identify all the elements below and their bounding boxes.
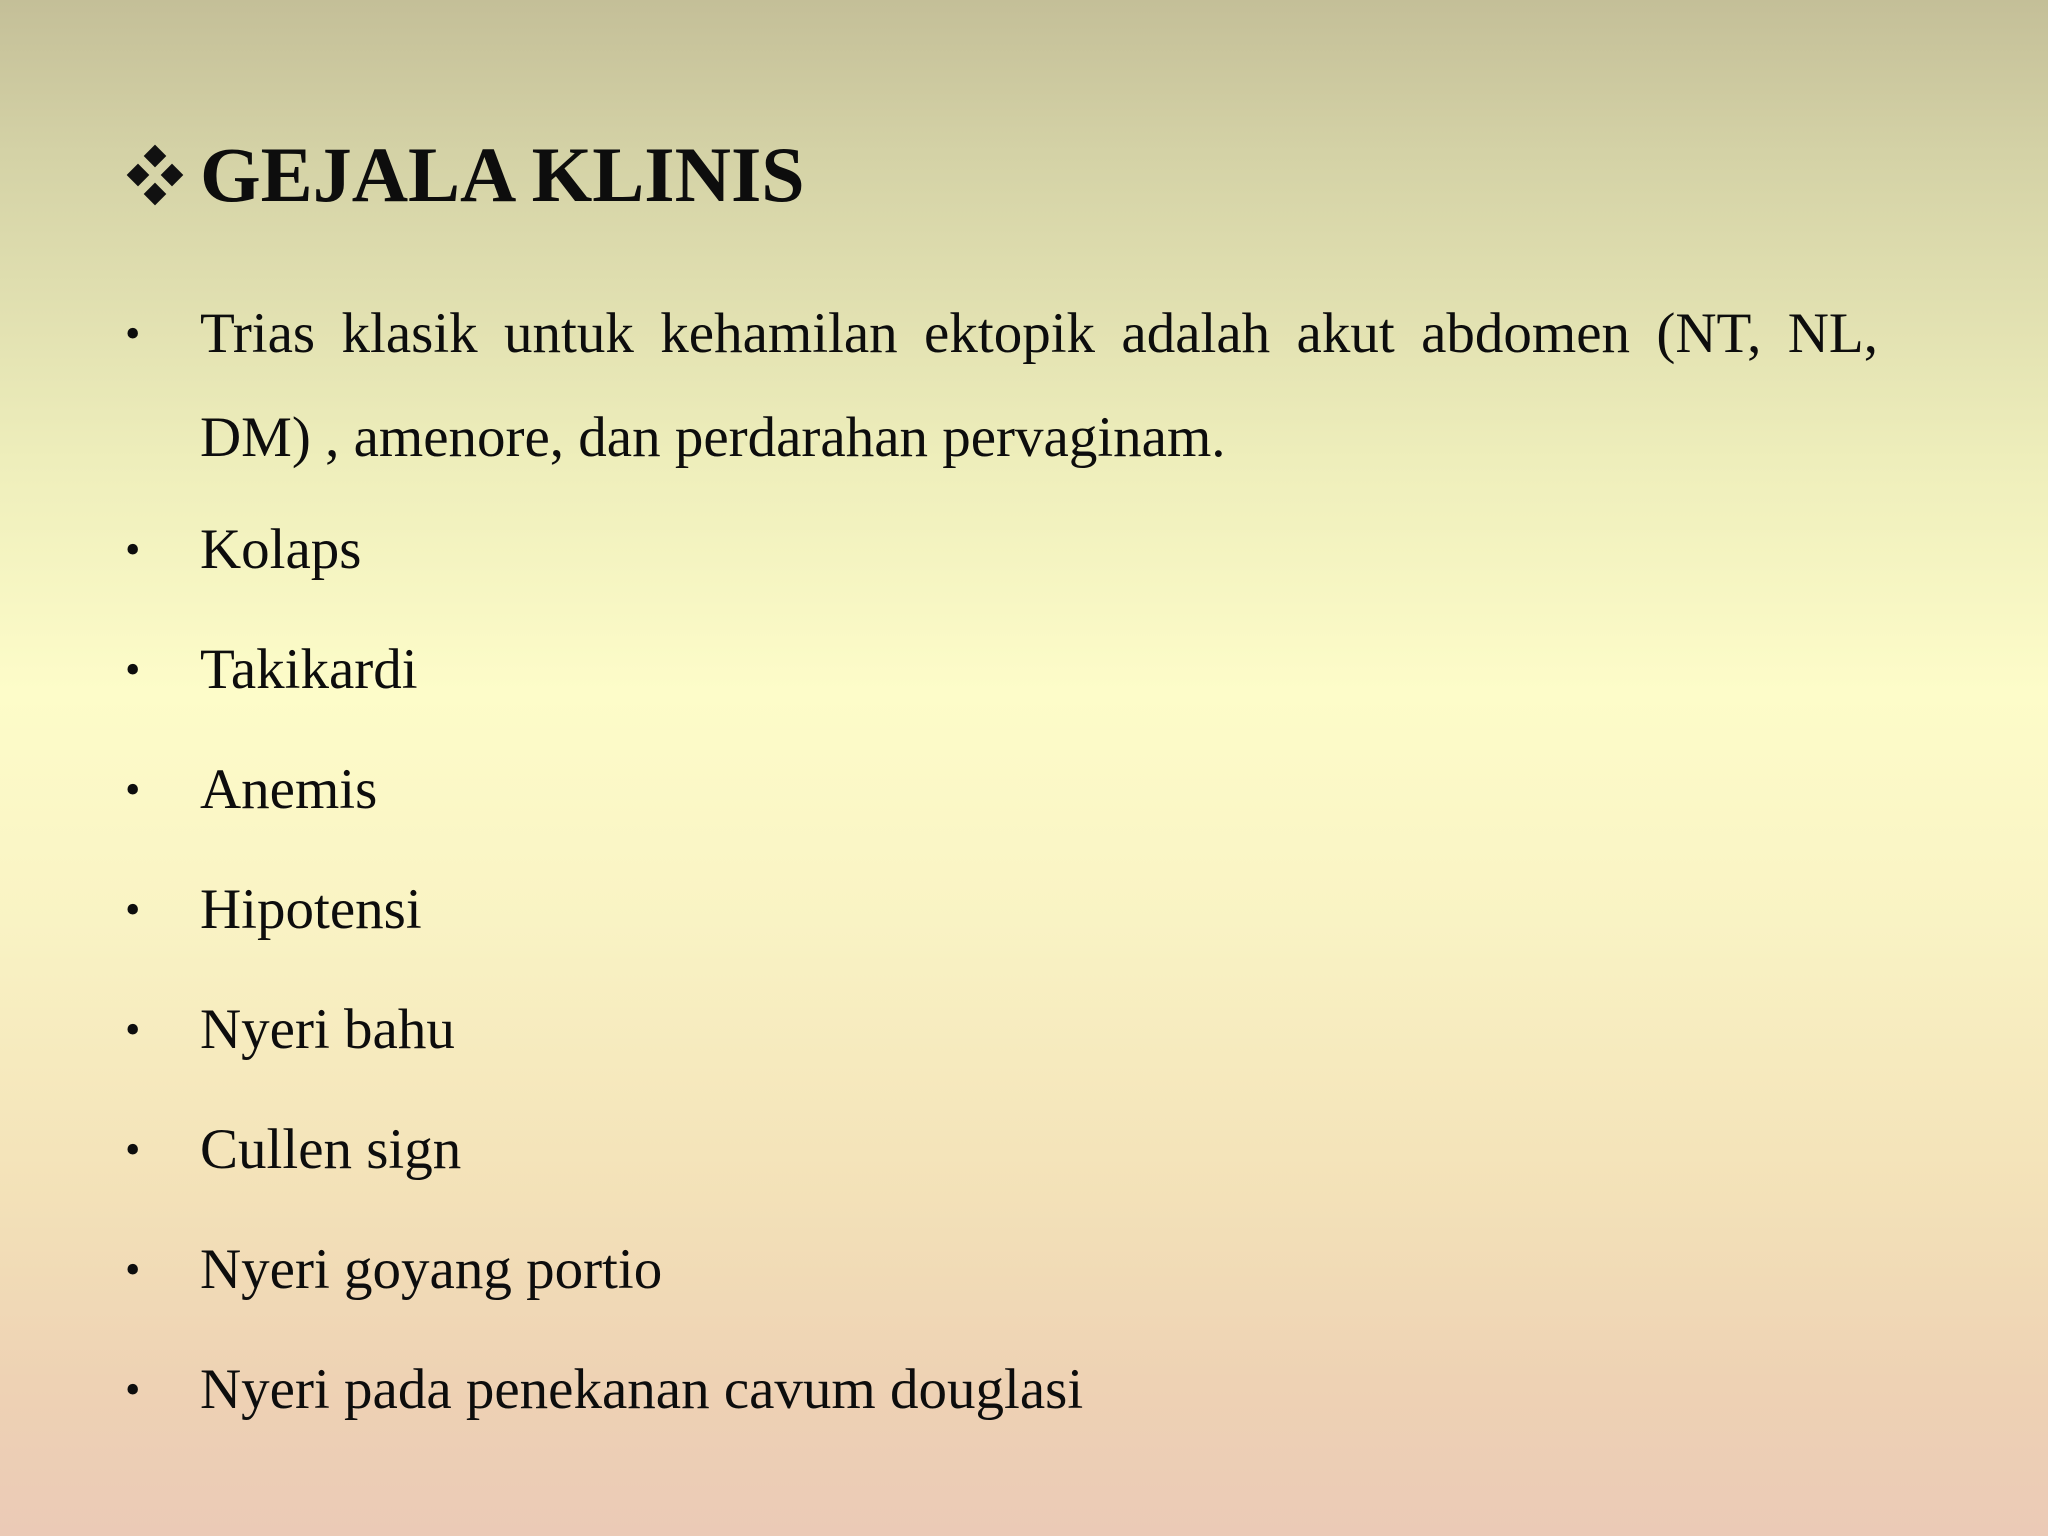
- list-item-text: Nyeri pada penekanan cavum douglasi: [200, 1358, 1084, 1421]
- list-item-text: Nyeri goyang portio: [200, 1238, 663, 1301]
- list-item-text: Kolaps: [200, 518, 362, 581]
- list-item-text: Trias klasik untuk kehamilan ektopik adalah akut abdomen (NT, NL, DM) , amenore, dan perdarahan pervaginam.: [200, 302, 1878, 469]
- list-item-text: Hipotensi: [200, 878, 422, 941]
- list-item-text: Anemis: [200, 758, 378, 821]
- list-item-text: Nyeri bahu: [200, 998, 455, 1061]
- bullet-dot-icon: •: [125, 1245, 141, 1294]
- bullet-dot-icon: •: [125, 765, 141, 814]
- list-item: [120, 282, 1878, 490]
- list-item: [120, 978, 1760, 1082]
- list-item: [120, 738, 1760, 842]
- list-item: [120, 858, 1760, 962]
- bullet-dot-icon: •: [125, 885, 141, 934]
- list-item: [120, 498, 1760, 602]
- bullet-dot-icon: •: [125, 309, 141, 358]
- four-diamond-bullet-icon: [126, 146, 184, 204]
- list-item: [120, 1338, 1760, 1442]
- bullet-dot-icon: •: [125, 1005, 141, 1054]
- list-item: [120, 1218, 1760, 1322]
- list-item: [120, 618, 1760, 722]
- list-item: [120, 1098, 1760, 1202]
- bullet-list: [120, 282, 1878, 1458]
- list-item-text: Cullen sign: [200, 1118, 462, 1181]
- bullet-dot-icon: •: [125, 1365, 141, 1414]
- slide-title: GEJALA KLINIS: [200, 131, 805, 218]
- title-row: [126, 131, 805, 218]
- bullet-dot-icon: •: [125, 1125, 141, 1174]
- list-item-text: Takikardi: [200, 638, 418, 701]
- bullet-dot-icon: •: [125, 525, 141, 574]
- bullet-dot-icon: •: [125, 645, 141, 694]
